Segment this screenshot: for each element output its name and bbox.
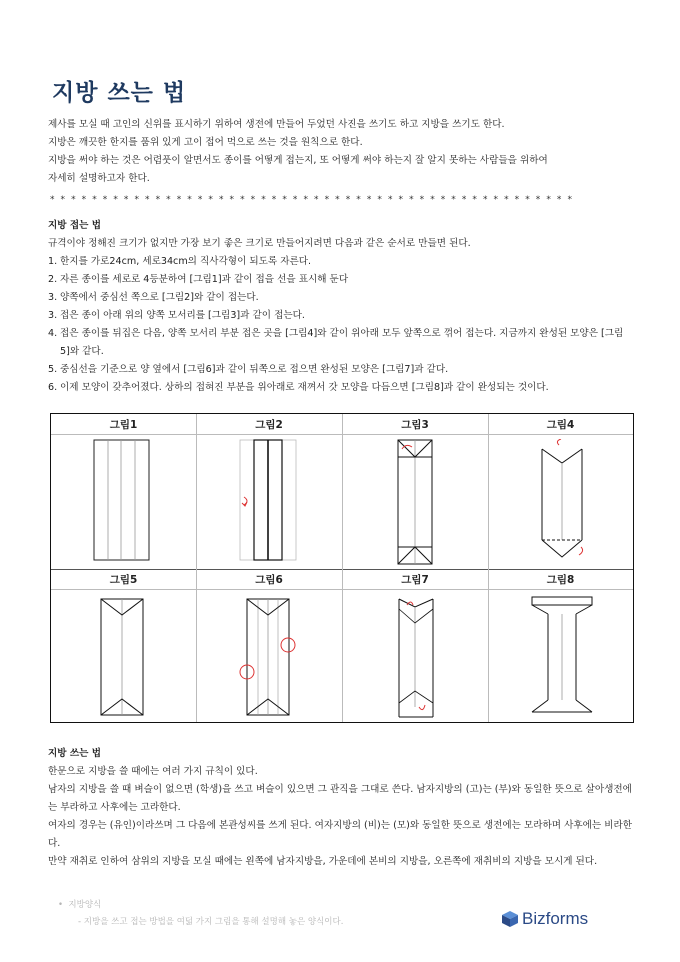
figure-label: 그림2 <box>255 419 283 431</box>
section-heading: 지방 접는 법 <box>48 220 102 231</box>
figure-label-cell <box>196 414 342 434</box>
figure-6-drawing <box>235 597 305 719</box>
figure-label-cell <box>51 569 196 589</box>
intro-line: 자세히 설명하고자 한다. <box>48 173 150 184</box>
step-text: 중심선을 기준으로 양 옆에서 [그림6]과 같이 뒤쪽으로 접으면 완성된 모양은 [그림7]과 같다. <box>60 364 449 375</box>
intro-line: 지방은 깨끗한 한지를 품위 있게 고이 접어 먹으로 쓰는 것을 원칙으로 한다. <box>48 137 363 148</box>
intro-line: 제사를 모실 때 고인의 신위를 표시하기 위하여 생전에 만들어 두었던 사진을 쓰기도 하고 지방을 쓰기도 한다. <box>48 119 505 130</box>
footer-bullet-text: 지방양식 <box>68 900 102 910</box>
step-text: 접은 종이 아래 위의 양쪽 모서리를 [그림3]과 같이 접는다. <box>60 310 305 321</box>
step-number: 1. <box>48 256 58 267</box>
bizforms-cube-icon <box>501 910 519 928</box>
step-number: 6. <box>48 382 58 393</box>
step-item <box>48 361 633 379</box>
writing-paragraph: 만약 재취로 인하여 삼위의 지방을 모실 때에는 왼쪽에 남자지방을, 가운데에 본비의 지방을, 오른쪽에 재취비의 지방을 모시게 된다. <box>48 856 598 867</box>
writing-paragraph: 한문으로 지방을 쓸 때에는 여러 가지 규칙이 있다. <box>48 766 258 777</box>
step-item <box>48 253 633 271</box>
figure-1-drawing <box>93 439 153 563</box>
figure-8-drawing <box>528 594 602 722</box>
figure-4-drawing <box>539 439 589 563</box>
figure-table <box>50 413 634 723</box>
page-title: 지방 쓰는 법 <box>52 80 187 106</box>
section-heading: 지방 쓰는 법 <box>48 748 102 759</box>
figure-label-cell <box>342 414 488 434</box>
writing-paragraph: 남자의 지방을 쓸 때 벼슬이 없으면 (학생)을 쓰고 벼슬이 있으면 그 관직을 그대로 쓴다. 남자지방의 (고)는 (부)와 동일한 뜻으로 살아생전에는 부라하고 사후에는 고라한다. <box>48 784 632 813</box>
step-item <box>48 289 633 307</box>
figure-5-drawing <box>99 597 149 719</box>
folding-steps <box>48 253 633 397</box>
writing-paragraph: 여자의 경우는 (유인)이라쓰며 그 다음에 본관성씨를 쓰게 된다. 여자지방의 (비)는 (모)와 동일한 뜻으로 생전에는 모라하며 사후에는 비라한다. <box>48 820 633 849</box>
footer-bullet: • 지방양식 <box>58 900 102 910</box>
figure-3-drawing <box>396 439 440 567</box>
figure-2-drawing <box>238 439 302 563</box>
step-item <box>48 325 633 361</box>
table-divider <box>196 414 197 722</box>
step-text: 접은 종이를 뒤집은 다음, 양쪽 모서리 부분 접은 곳을 [그림4]와 같이 위아래 모두 앞쪽으로 꺾어 접는다. 지금까지 완성된 모양은 [그림5]와 같다. <box>60 328 624 357</box>
figure-label: 그림3 <box>401 419 429 431</box>
step-number: 4. <box>48 328 58 339</box>
step-item <box>48 379 633 397</box>
step-number: 2. <box>48 274 58 285</box>
divider: * * * * * * * * * * * * * * * * * * * * * * * * * * * * * * * * * * * * * * * * * * * * * * * * * * <box>50 195 574 205</box>
writing-section <box>48 745 633 871</box>
section-lead: 규격이야 정해진 크기가 없지만 가장 보기 좋은 크기로 만들어지려면 다음과 같은 순서로 만들면 된다. <box>48 238 471 249</box>
step-text: 한지를 가로24cm, 세로34cm의 직사각형이 되도록 자른다. <box>60 256 312 267</box>
figure-label: 그림1 <box>109 419 138 431</box>
figure-label-cell <box>342 569 488 589</box>
logo-text: Bizforms <box>522 909 589 928</box>
figure-label: 그림4 <box>546 419 575 431</box>
table-divider <box>488 414 489 722</box>
table-divider <box>342 414 343 722</box>
step-text: 양쪽에서 중심선 쪽으로 [그림2]와 같이 접는다. <box>60 292 259 303</box>
figure-label-cell <box>488 569 633 589</box>
intro-line: 지방을 써야 하는 것은 어렴풋이 알면서도 종이를 어떻게 접는지, 또 어떻게 써야 하는지 잘 알지 못하는 사람들을 위하여 <box>48 155 548 166</box>
figure-label-cell <box>51 414 196 434</box>
step-item <box>48 271 633 289</box>
figure-label: 그림5 <box>109 574 138 586</box>
step-text: 이제 모양이 갖추어졌다. 상하의 접혀진 부분을 위아래로 재껴서 갓 모양을 다듬으면 [그림8]과 같이 완성되는 것이다. <box>60 382 549 393</box>
footer-sub: - 지방을 쓰고 접는 방법을 여덟 가지 그림을 통해 설명해 놓은 양식이다. <box>78 917 344 927</box>
folding-section <box>48 217 633 397</box>
figure-label: 그림8 <box>546 574 575 586</box>
footer-notes <box>58 897 343 931</box>
intro-section <box>48 116 633 188</box>
step-item <box>48 307 633 325</box>
brand-logo[interactable] <box>501 909 588 929</box>
figure-label: 그림6 <box>255 574 283 586</box>
step-number: 5. <box>48 364 58 375</box>
step-text: 자른 종이를 세로로 4등분하여 [그림1]과 같이 접을 선을 표시해 둔다 <box>60 274 349 285</box>
step-number: 3. <box>48 292 58 303</box>
figure-label-cell <box>488 414 633 434</box>
figure-label: 그림7 <box>401 574 429 586</box>
figure-label-cell <box>196 569 342 589</box>
figure-7-drawing <box>397 595 439 721</box>
step-number: 3. <box>48 310 58 321</box>
